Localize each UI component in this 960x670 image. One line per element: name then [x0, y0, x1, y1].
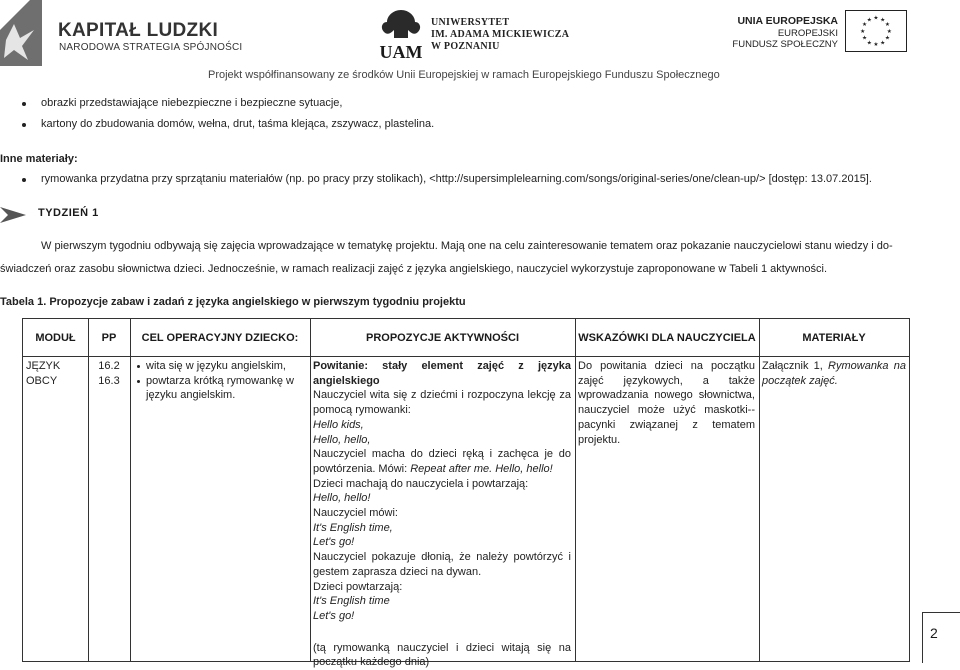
rhyme-line: Hello kids,: [313, 418, 364, 431]
material-title: Rymowanka na początek zajęć.: [762, 360, 906, 387]
activity-title: Powitanie: stały element zajęć z języka angielskiego: [313, 360, 571, 387]
rhyme-line: Hello, hello!: [313, 492, 371, 505]
week-paragraph-line-1: W pierwszym tygodniu odbywają się zajęcia wprowadzające w tematykę projektu. Mają one na celu zainteresowanie tematem oraz pokazanie nauczycielowi stanu wiedzy i do-: [41, 240, 893, 252]
column-divider: [130, 319, 131, 661]
activity-line: Nauczyciel macha do dzieci ręką i zachęca je do powtórzenia. Mówi:: [313, 448, 571, 475]
svg-text:★: ★: [886, 28, 892, 35]
other-materials-item: rymowanka przydatna przy sprzątaniu materiałów (np. po pracy przy stolikach), <http://supersimplelearning.com/songs/original-series/one/clean-up/> [dostęp: 13.07.2015].: [41, 173, 872, 185]
column-divider: [759, 319, 760, 661]
week-title: TYDZIEŃ 1: [38, 207, 99, 219]
eu-flag-icon: [845, 10, 907, 52]
material-prefix: Załącznik 1,: [762, 360, 829, 372]
activity-note: (tą rymowanką nauczyciel i dzieci witają się na początku każdego dnia): [313, 641, 571, 669]
goal-item: powtarza krótką rymowankę w języku angielskim.: [146, 374, 308, 403]
rhyme-line: It's English time: [313, 595, 390, 608]
goal-item: wita się w języku angielskim,: [146, 359, 308, 374]
header-module: MODUŁ: [35, 331, 76, 344]
header-pp: PP: [101, 331, 117, 344]
eu-line-1: UNIA EUROPEJSKA: [737, 15, 838, 27]
header-materials: MATERIAŁY: [802, 331, 866, 344]
activity-line: Dzieci powtarzają:: [313, 580, 403, 593]
activity-line: Nauczyciel pokazuje dłonią, że należy powtórzyć i gestem zaprasza dzieci na dywan.: [313, 551, 571, 578]
svg-text:★: ★: [866, 17, 872, 24]
svg-text:★: ★: [884, 35, 890, 42]
column-divider: [575, 319, 576, 661]
svg-text:★: ★: [884, 22, 890, 29]
activity-line: Nauczyciel wita się z dziećmi i rozpoczyna lekcję za pomocą rymowanki:: [313, 389, 571, 417]
week-paragraph-line-2: świadczeń oraz zasobu słownictwa dzieci. Jednocześnie, w ramach realizacji zajęć z języka angielskiego, nauczyciel wykorzystuje zaproponowane w Tabeli 1 aktywności.: [0, 263, 828, 275]
svg-text:★: ★: [873, 15, 879, 22]
uam-mark: UAM: [379, 42, 423, 62]
activities-table: [22, 318, 910, 669]
cell-activities: [313, 359, 571, 670]
university-line-2: IM. ADAMA MICKIEWICZA: [431, 29, 570, 40]
page-number: 2: [930, 625, 938, 641]
cell-module: JĘZYK OBCY: [26, 360, 61, 387]
university-line-1: UNIWERSYTET: [431, 17, 510, 28]
rhyme-line: Let's go!: [313, 609, 355, 622]
rhyme-line: Hello, hello,: [313, 433, 371, 446]
rhyme-line: It's English time,: [313, 521, 393, 534]
materials-item-1: obrazki przedstawiające niebezpieczne i bezpieczne sytuacje,: [41, 97, 343, 109]
svg-text:★: ★: [880, 17, 886, 24]
header-tips: WSKAZÓWKI DLA NAUCZYCIELA: [578, 331, 756, 344]
eu-label: [732, 16, 838, 51]
kapital-ludzki-logo-icon: [0, 0, 44, 66]
program-title: KAPITAŁ LUDZKI: [58, 20, 219, 41]
eu-line-2: EUROPEJSKI: [777, 27, 838, 39]
arrow-right-icon: [0, 207, 26, 223]
svg-text:★: ★: [862, 35, 868, 42]
page-header: [0, 0, 960, 84]
materials-item-2: kartony do zbudowania domów, wełna, drut, taśma klejąca, zszywacz, plastelina.: [41, 118, 435, 130]
program-subtitle: NARODOWA STRATEGIA SPÓJNOŚCI: [59, 42, 243, 53]
university-name: [431, 17, 569, 53]
header-goal: CEL OPERACYJNY DZIECKO:: [141, 331, 299, 344]
svg-text:★: ★: [866, 40, 872, 47]
svg-text:★: ★: [873, 42, 879, 49]
activity-line: Dzieci machają do nauczyciela i powtarzają:: [313, 477, 529, 490]
page-number-box: [922, 612, 960, 663]
svg-text:★: ★: [862, 22, 868, 29]
university-line-3: W POZNANIU: [431, 41, 500, 52]
svg-text:★: ★: [860, 28, 866, 35]
svg-text:★: ★: [880, 40, 886, 47]
column-divider: [310, 319, 311, 661]
cell-goals: [134, 359, 308, 403]
rhyme-line: Let's go!: [313, 536, 355, 549]
header-divider: [23, 356, 909, 357]
rhyme-line: Repeat after me. Hello, hello!: [410, 462, 553, 475]
cell-materials: [762, 359, 906, 388]
cell-pp: [89, 359, 129, 388]
table-caption: Tabela 1. Propozycje zabaw i zadań z języka angielskiego w pierwszym tygodniu projektu: [0, 296, 466, 308]
uam-emblem-icon: [378, 8, 424, 62]
funding-note: Projekt współfinansowany ze środków Unii Europejskiej w ramach Europejskiego Funduszu Społecznego: [208, 69, 720, 81]
pp-value-2: 16.3: [98, 374, 120, 387]
other-materials-heading: Inne materiały:: [0, 153, 78, 165]
eu-line-3: FUNDUSZ SPOŁECZNY: [732, 39, 838, 50]
header-activities: PROPOZYCJE AKTYWNOŚCI: [366, 331, 519, 344]
activity-line: Nauczyciel mówi:: [313, 507, 398, 520]
pp-value-1: 16.2: [98, 360, 120, 372]
cell-tips: Do powitania dzieci na początku zajęć językowych, a także wprowadzania nowego słownictwa, nauczyciel może użyć maskotki--pacynki związanej z tematem projektu.: [578, 360, 755, 446]
